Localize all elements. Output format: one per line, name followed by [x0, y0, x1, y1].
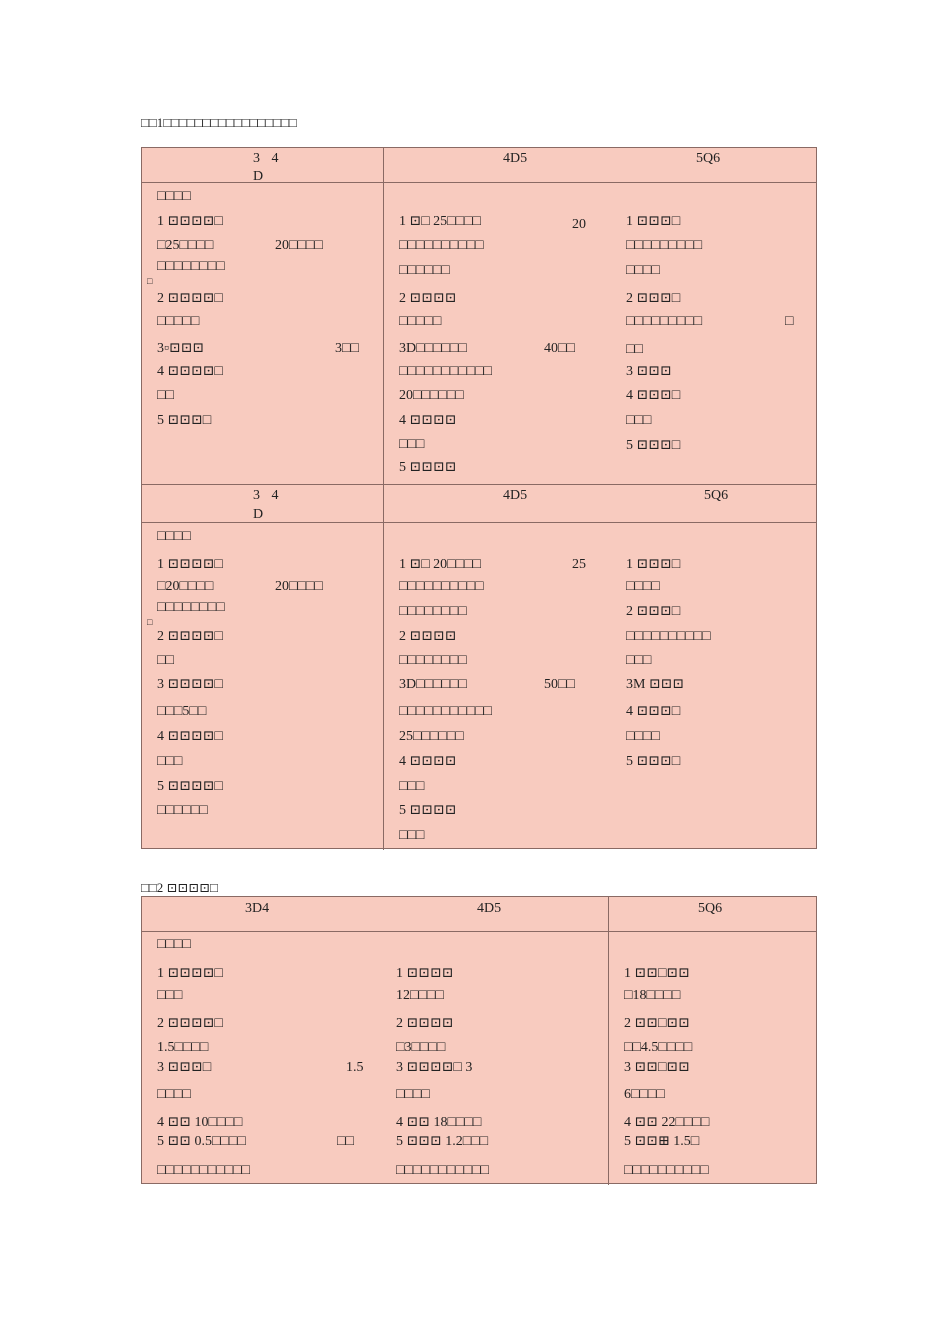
table-2	[141, 896, 817, 1184]
cell-text: □3□□□□	[396, 1040, 446, 1055]
cell-text: 1 ⊡□ 25□□□□	[399, 214, 482, 229]
cell-text: □□□5□□	[157, 704, 207, 719]
cell-text: □□□	[399, 828, 425, 843]
cell-text: 3 ⊡⊡⊡⊡□	[157, 677, 223, 692]
cell-text: 4 ⊡⊡⊡□	[626, 388, 681, 403]
cell-text: □□	[157, 653, 174, 668]
cell-text: □□	[337, 1134, 354, 1149]
row-divider	[142, 931, 816, 932]
row-divider	[142, 522, 816, 523]
cell-text: 1 ⊡⊡⊡⊡	[396, 966, 454, 981]
cell-text: □20□□□□	[157, 579, 214, 594]
table-1-header-b-col1-d: D	[253, 507, 264, 522]
cell-text: 5 ⊡⊡⊡ 1.2□□□	[396, 1134, 489, 1149]
table-1-header-a-col1-d: D	[253, 169, 264, 184]
cell-text: 1 ⊡⊡□⊡⊡	[624, 966, 690, 981]
cell-text: □25□□□□	[157, 238, 214, 253]
cell-text: □□□□□□□□□□□	[399, 704, 493, 719]
cell-text: 2 ⊡⊡⊡□	[626, 604, 681, 619]
cell-text: 4 ⊡⊡⊡⊡□	[157, 364, 223, 379]
cell-text: □□□□	[157, 189, 191, 204]
cell-text: □□□□□	[399, 314, 442, 329]
cell-text: □□□□□□	[157, 803, 208, 818]
column-divider	[383, 148, 384, 850]
cell-text: 3D□□□□□□	[399, 341, 467, 356]
table-1-caption: □□1□□□□□□□□□□□□□□□□□	[141, 115, 297, 130]
cell-text: □□4.5□□□□	[624, 1040, 693, 1055]
cell-text: □18□□□□	[624, 988, 681, 1003]
cell-text: 1 ⊡⊡⊡□	[626, 214, 681, 229]
cell-text: □□□	[626, 653, 652, 668]
cell-text: □□□□□□□□□□	[399, 579, 484, 594]
cell-text: □□□□□□□□□	[626, 314, 703, 329]
cell-text: □□□□	[157, 1087, 191, 1102]
cell-text: 5 ⊡⊡⊡⊡	[399, 803, 457, 818]
cell-text: □□□□□□□□□□	[626, 629, 711, 644]
cell-text: 20□□□□□□	[399, 388, 464, 403]
cell-text: 1.5□□□□	[157, 1040, 209, 1055]
cell-text: 4 ⊡⊡⊡⊡	[399, 413, 457, 428]
cell-text: 3 ⊡⊡□⊡⊡	[624, 1060, 690, 1075]
cell-text: 3□□	[335, 341, 359, 356]
cell-text: 1 ⊡⊡⊡□	[626, 557, 681, 572]
cell-text: 2 ⊡⊡⊡⊡□	[157, 1016, 223, 1031]
cell-text: □□□□	[396, 1087, 430, 1102]
cell-text: 2 ⊡⊡⊡□	[626, 291, 681, 306]
cell-text: □□□□□□□□	[157, 600, 225, 615]
cell-text: □	[147, 617, 153, 627]
cell-text: 2 ⊡⊡□⊡⊡	[624, 1016, 690, 1031]
cell-text: □	[785, 314, 794, 329]
cell-text: 2 ⊡⊡⊡⊡□	[157, 291, 223, 306]
table-2-header-col3: 5Q6	[698, 901, 723, 916]
cell-text: 40□□	[544, 341, 575, 356]
cell-text: □□□	[626, 413, 652, 428]
cell-text: 3▫⊡⊡⊡	[157, 341, 205, 356]
cell-text: 5 ⊡⊡⊡□	[157, 413, 212, 428]
cell-text: □□□□□□□□□□	[624, 1163, 709, 1178]
cell-text: 50□□	[544, 677, 575, 692]
cell-text: 3 ⊡⊡⊡	[626, 364, 672, 379]
cell-text: 2 ⊡⊡⊡⊡	[396, 1016, 454, 1031]
cell-text: 1 ⊡⊡⊡⊡□	[157, 557, 223, 572]
cell-text: □□□□	[157, 529, 191, 544]
cell-text: 4 ⊡⊡⊡⊡	[399, 754, 457, 769]
cell-text: □□□	[399, 437, 425, 452]
table-1-header-a-col1: 3 4	[253, 151, 279, 166]
cell-text: 4 ⊡⊡ 22□□□□	[624, 1115, 710, 1130]
table-1-header-b-col2: 4D5	[503, 488, 528, 503]
cell-text: 25□□□□□□	[399, 729, 464, 744]
cell-text: □	[147, 276, 153, 286]
cell-text: 3 ⊡⊡⊡□	[157, 1060, 212, 1075]
cell-text: □□□□□□□□	[157, 259, 225, 274]
cell-text: 5 ⊡⊡⊡□	[626, 754, 681, 769]
cell-text: 3D□□□□□□	[399, 677, 467, 692]
table-2-header-col1: 3D4	[245, 901, 270, 916]
cell-text: 5 ⊡⊡⊞ 1.5□	[624, 1134, 700, 1149]
cell-text: 4 ⊡⊡ 18□□□□	[396, 1115, 482, 1130]
table-1	[141, 147, 817, 849]
cell-text: 1 ⊡□ 20□□□□	[399, 557, 482, 572]
cell-text: 5 ⊡⊡⊡□	[626, 438, 681, 453]
cell-text: 5 ⊡⊡ 0.5□□□□	[157, 1134, 246, 1149]
cell-text: 2 ⊡⊡⊡⊡□	[157, 629, 223, 644]
table-1-header-b-col1: 3 4	[253, 488, 279, 503]
cell-text: □□□□□□□□□□□	[396, 1163, 490, 1178]
cell-text: □□□□	[157, 937, 191, 952]
cell-text: □□□□□□□□□□□	[399, 364, 493, 379]
cell-text: □□□	[157, 754, 183, 769]
cell-text: 4 ⊡⊡⊡□	[626, 704, 681, 719]
cell-text: □□□□	[626, 579, 660, 594]
cell-text: □□□□□□	[399, 263, 450, 278]
cell-text: 3 ⊡⊡⊡⊡□ 3	[396, 1060, 473, 1075]
table-2-header-col2: 4D5	[477, 901, 502, 916]
cell-text: □□□□	[626, 729, 660, 744]
cell-text: 4 ⊡⊡ 10□□□□	[157, 1115, 243, 1130]
cell-text: □□□□□	[157, 314, 200, 329]
cell-text: □□	[157, 388, 174, 403]
cell-text: 3M ⊡⊡⊡	[626, 677, 685, 692]
cell-text: 20□□□□	[275, 238, 323, 253]
cell-text: 2 ⊡⊡⊡⊡	[399, 629, 457, 644]
table-1-header-a-col3: 5Q6	[696, 151, 721, 166]
cell-text: 1.5	[346, 1060, 364, 1075]
cell-text: 5 ⊡⊡⊡⊡□	[157, 779, 223, 794]
cell-text: 12□□□□	[396, 988, 444, 1003]
cell-text: 2 ⊡⊡⊡⊡	[399, 291, 457, 306]
cell-text: □□□	[399, 779, 425, 794]
cell-text: □□□□□□□□□□	[399, 238, 484, 253]
table-2-caption: □□2 ⊡⊡⊡⊡□	[141, 880, 218, 895]
column-divider	[608, 897, 609, 1185]
cell-text: □□	[626, 342, 643, 357]
cell-text: □□□□□□□□□	[626, 238, 703, 253]
cell-text: □□□□□□□□□□□	[157, 1163, 251, 1178]
cell-text: 5 ⊡⊡⊡⊡	[399, 460, 457, 475]
cell-text: 20	[572, 217, 586, 232]
row-divider	[142, 182, 816, 183]
cell-text: 1 ⊡⊡⊡⊡□	[157, 966, 223, 981]
cell-text: □□□□	[626, 263, 660, 278]
cell-text: 20□□□□	[275, 579, 323, 594]
table-1-header-a-col2: 4D5	[503, 151, 528, 166]
cell-text: 1 ⊡⊡⊡⊡□	[157, 214, 223, 229]
cell-text: □□□□□□□□	[399, 604, 467, 619]
cell-text: 25	[572, 557, 586, 572]
cell-text: 6□□□□	[624, 1087, 665, 1102]
cell-text: □□□	[157, 988, 183, 1003]
cell-text: 4 ⊡⊡⊡⊡□	[157, 729, 223, 744]
cell-text: □□□□□□□□	[399, 653, 467, 668]
table-1-header-b-col3: 5Q6	[704, 488, 729, 503]
row-divider	[142, 484, 816, 485]
